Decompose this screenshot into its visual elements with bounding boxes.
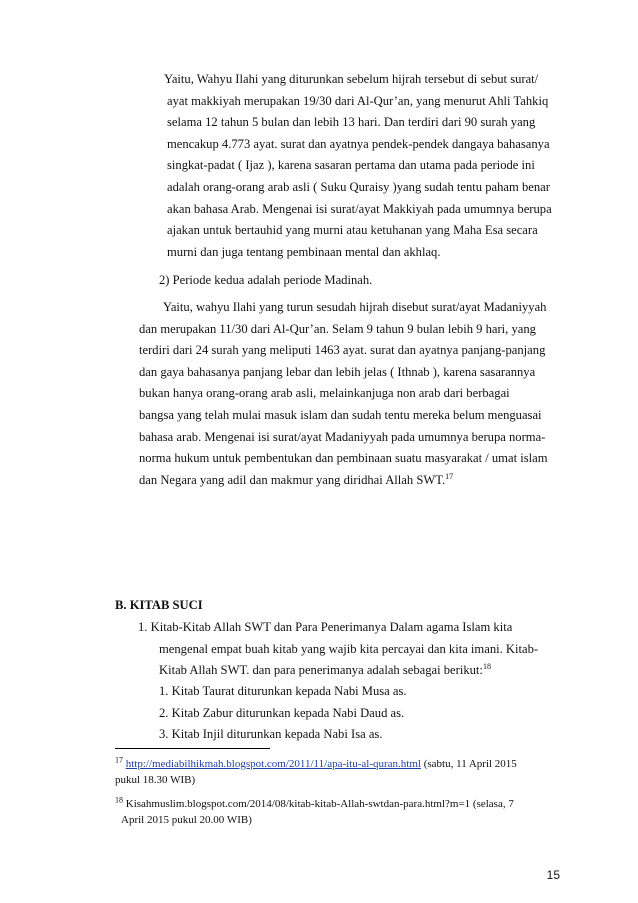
- text-line: adalah orang-orang arab asli ( Suku Quraisy )yang sudah tentu paham benar: [167, 179, 550, 194]
- footnote-17-link[interactable]: http://mediabilhikmah.blogspot.com/2011/11/apa-itu-al-quran.html: [125, 758, 421, 770]
- footnote-ref-17[interactable]: 17: [445, 471, 454, 481]
- kitab-zabur-item: 2. Kitab Zabur diturunkan kepada Nabi Daud as.: [159, 706, 405, 720]
- text-line: ajakan untuk bertauhid yang murni atau ketuhanan yang Maha Esa secara: [167, 223, 538, 238]
- paragraph-makkiyah: [164, 69, 562, 263]
- text-line: mengenal empat buah kitab yang wajib kita percayai dan kita imani. Kitab-: [159, 641, 539, 656]
- footnote-ref-18[interactable]: 18: [482, 662, 491, 671]
- text-line: [138, 660, 563, 682]
- text-line: Yaitu, wahyu Ilahi yang turun sesudah hijrah disebut surat/ayat Madaniyyah: [163, 300, 547, 314]
- text-line: akan bahasa Arab. Mengenai isi surat/ayat Makkiyah pada umumnya berupa: [167, 201, 552, 216]
- text-line-content: Kitab Allah SWT. dan para penerimanya adalah sebagai berikut:: [159, 663, 483, 678]
- section-b-item-1: [138, 617, 563, 682]
- text-line: dan gaya bahasanya panjang lebar dan lebih jelas ( Ithnab ), karena sasarannya: [139, 364, 536, 379]
- footnote-17-date: (sabtu, 11 April 2015: [420, 758, 517, 770]
- periode-two-heading: 2) Periode kedua adalah periode Madinah.: [159, 273, 373, 287]
- paragraph-madaniyyah: [139, 297, 563, 491]
- text-line: norma hukum untuk pembentukan dan pembinaan suatu masyarakat / umat islam: [139, 451, 548, 466]
- page-number: 15: [546, 868, 560, 882]
- text-line: mencakup 4.773 ayat. surat dan ayatnya pendek-pendek dangaya bahasanya: [167, 136, 550, 151]
- footnote-17: [115, 756, 563, 788]
- text-line: bangsa yang telah mulai masuk islam dan sudah tentu mereka belum menguasai: [139, 407, 542, 422]
- text-line: 1. Kitab-Kitab Allah SWT dan Para Penerimanya Dalam agama Islam kita: [138, 620, 513, 634]
- footnote-number: 18: [115, 795, 123, 805]
- kitab-taurat-item: 1. Kitab Taurat diturunkan kepada Nabi Musa as.: [159, 684, 407, 698]
- text-line: [139, 470, 563, 492]
- text-line: terdiri dari 24 surah yang meliputi 1463 ayat. surat dan ayatnya panjang-panjang: [139, 343, 546, 358]
- text-line: singkat-padat ( Ijaz ), karena sasaran pertama dan utama pada periode ini: [167, 158, 535, 173]
- footnote-17-line2: pukul 18.30 WIB): [115, 774, 196, 786]
- footnote-18: [115, 796, 563, 828]
- text-line: Yaitu, Wahyu Ilahi yang diturunkan sebelum hijrah tersebut di sebut surat/: [164, 72, 539, 86]
- footnote-separator: [115, 748, 270, 749]
- text-line: dan merupakan 11/30 dari Al-Qur’an. Selam 9 tahun 9 bulan lebih 9 hari, yang: [139, 321, 536, 336]
- text-line: murni dan juga tentang pembinaan mental dan akhlaq.: [167, 244, 441, 259]
- kitab-injil-item: 3. Kitab Injil diturunkan kepada Nabi Isa as.: [159, 727, 383, 741]
- section-b-heading: B. KITAB SUCI: [115, 598, 203, 612]
- text-line: bahasa arab. Mengenai isi surat/ayat Madaniyyah pada umumnya berupa norma-: [139, 429, 546, 444]
- text-line: selama 12 tahun 5 bulan dan lebih 13 hari. Dan terdiri dari 90 surah yang: [167, 115, 536, 130]
- footnote-18-line2: April 2015 pukul 20.00 WIB): [121, 814, 252, 826]
- text-line: bukan hanya orang-orang arab asli, melainkanjuga non arab dari berbagai: [139, 386, 510, 401]
- text-line-content: dan Negara yang adil dan makmur yang diridhai Allah SWT.: [139, 472, 446, 487]
- footnote-18-text: Kisahmuslim.blogspot.com/2014/08/kitab-kitab-Allah-swtdan-para.html?m=1 (selasa, 7: [125, 798, 514, 810]
- footnote-number: 17: [115, 755, 123, 765]
- text-line: ayat makkiyah merupakan 19/30 dari Al-Qur’an, yang menurut Ahli Tahkiq: [167, 93, 549, 108]
